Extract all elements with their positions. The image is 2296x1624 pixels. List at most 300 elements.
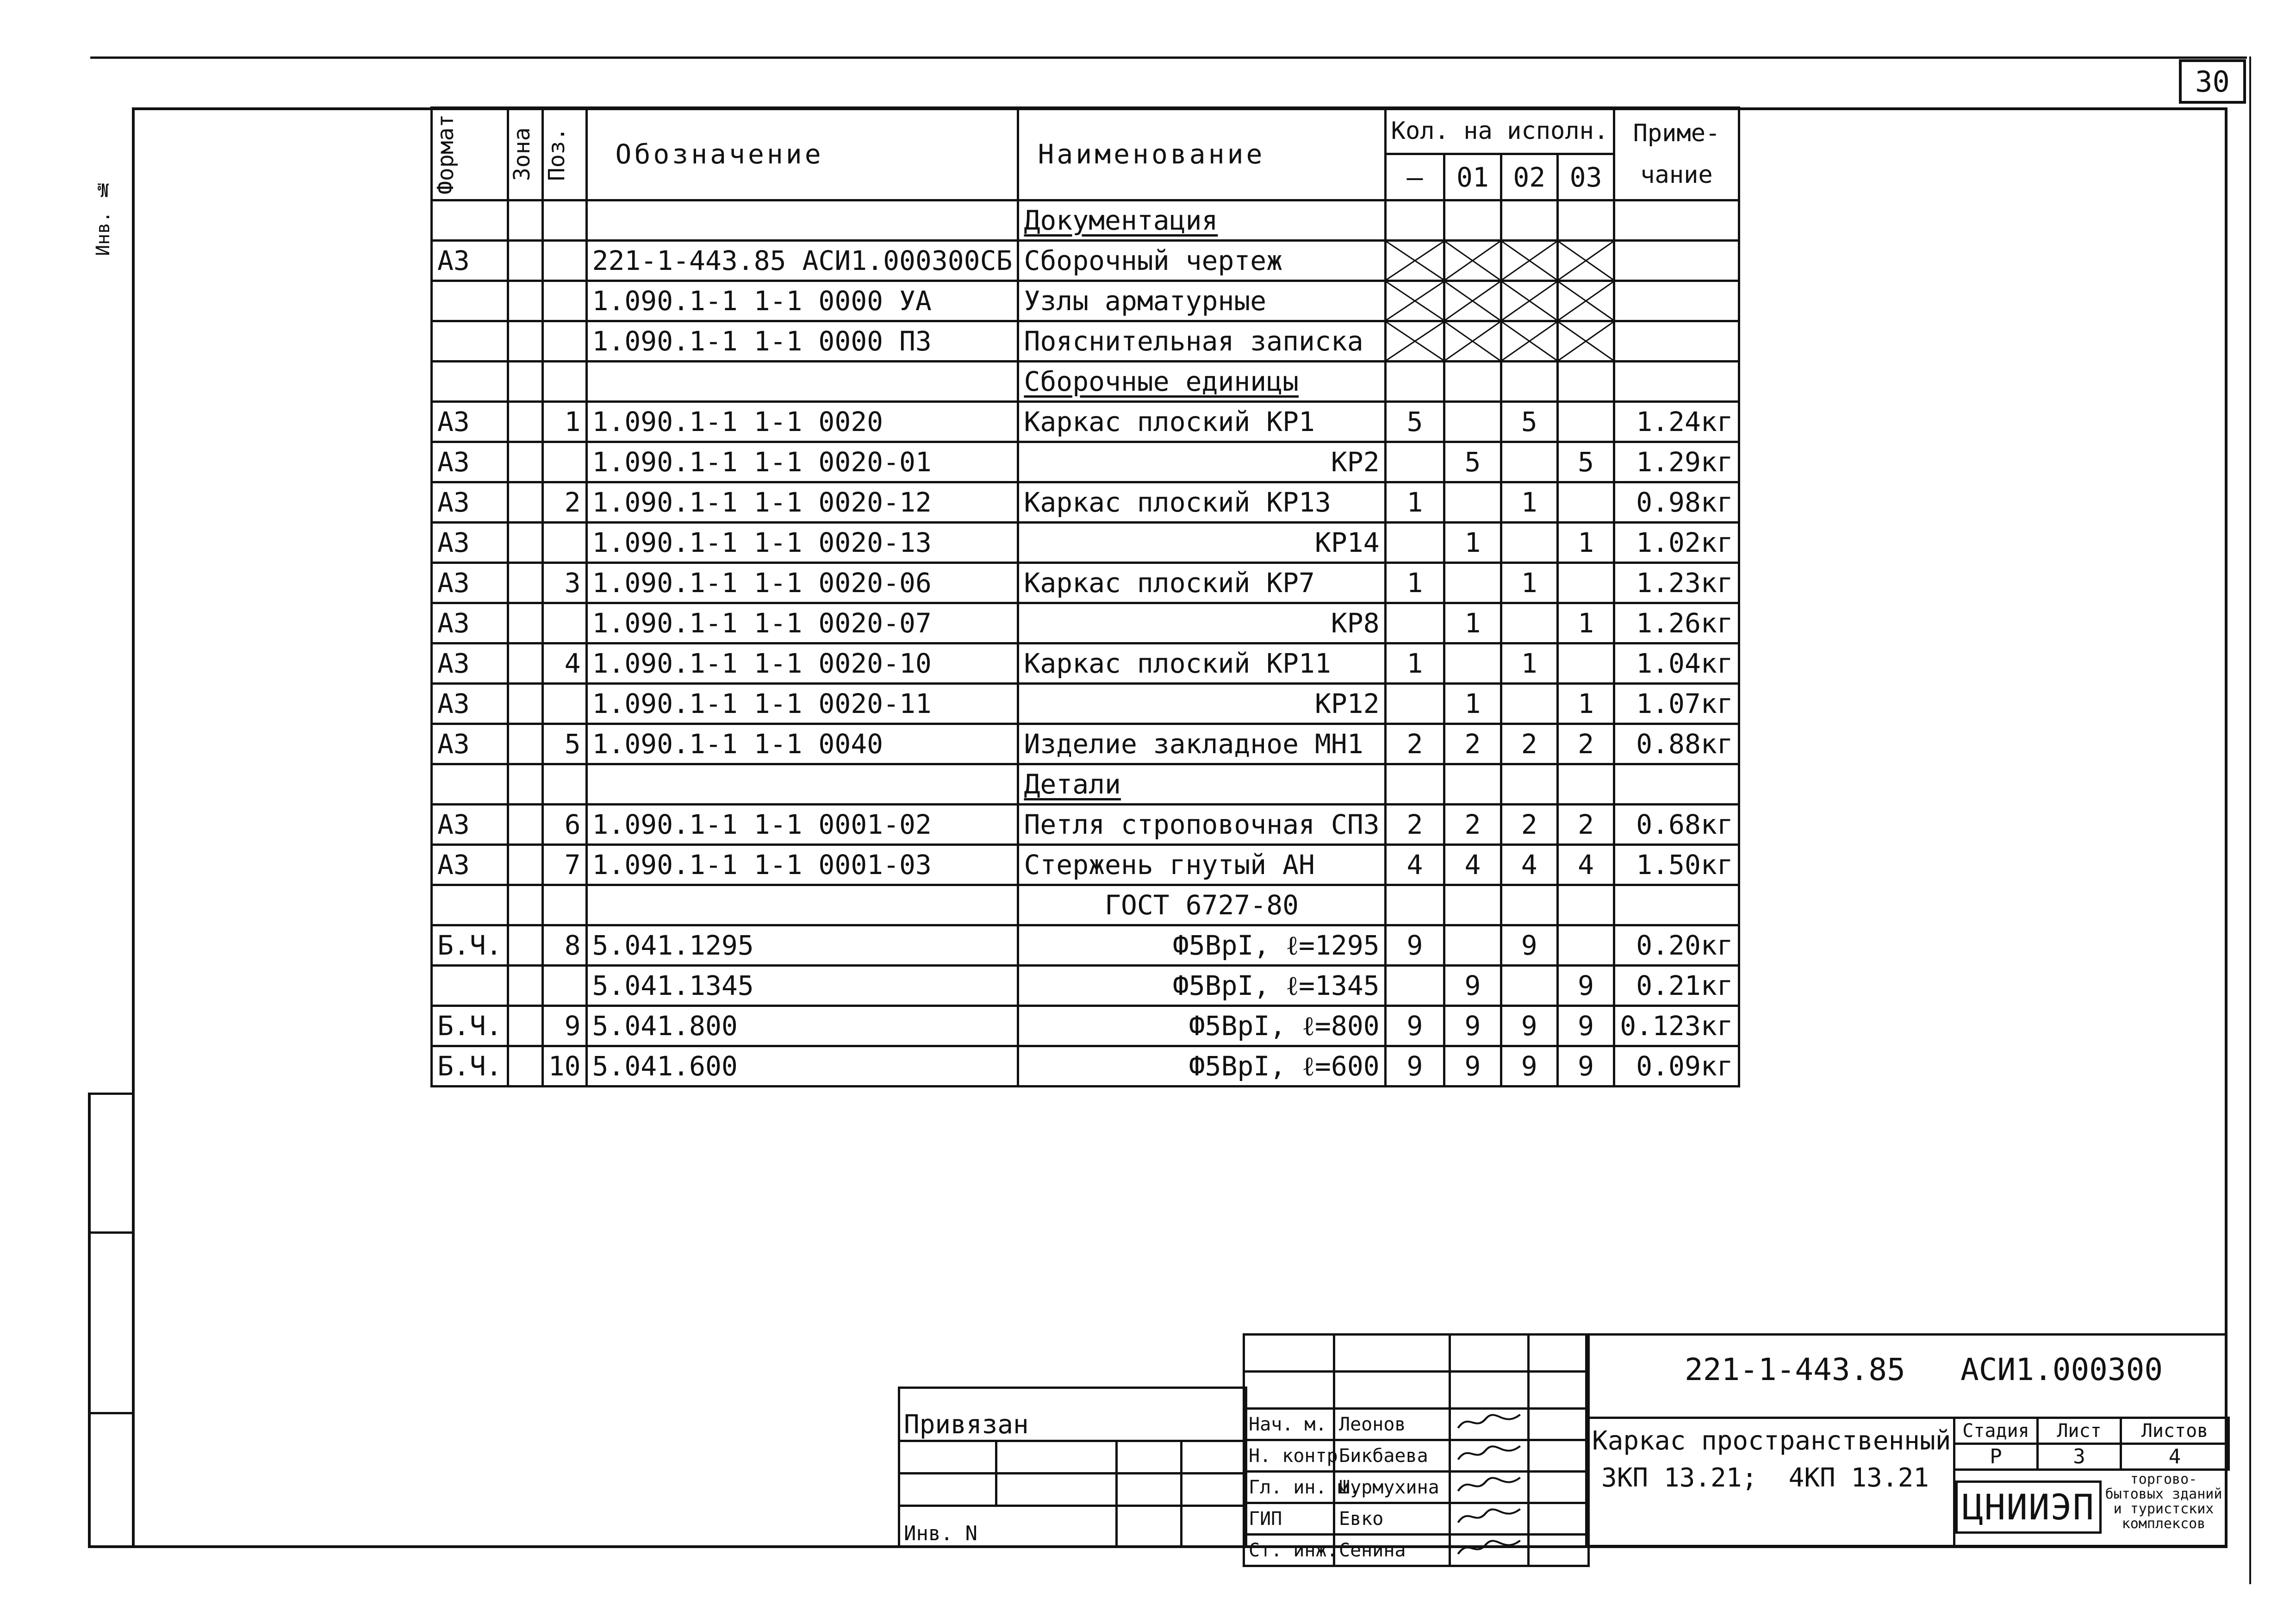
name-cell: Каркас плоский КР7 [1018,563,1385,603]
name-cell: Каркас плоский КР13 [1018,482,1385,523]
header-qty: Кол. на исполн. [1385,108,1614,154]
qty-cell: 9 [1557,966,1614,1006]
crossed-cell [1385,321,1444,362]
signature-row [1244,1409,1589,1440]
crossed-cell [1557,241,1614,281]
qty-cell [1444,885,1501,925]
role-cell: ГИП [1244,1503,1334,1535]
header-qty-col: 03 [1557,154,1614,200]
pos-cell: 10 [542,1046,586,1087]
privyazan-block [898,1387,1247,1548]
qty-cell [1501,442,1557,482]
qty-cell: 1 [1444,684,1501,724]
designation-cell: 5.041.1295 [586,925,1018,966]
zone-cell [508,603,542,643]
qty-cell: 1 [1444,603,1501,643]
qty-cell [1501,684,1557,724]
qty-cell [1444,362,1501,402]
qty-cell: 4 [1385,845,1444,885]
section-title [1018,362,1385,402]
spec-row [432,724,1739,764]
date-cell [1529,1440,1589,1472]
person-name: Сенина [1334,1535,1450,1566]
margin-strip-h2 [88,1231,132,1234]
designation-cell: 1.090.1-1 1-1 0001-03 [586,845,1018,885]
pos-cell [542,200,586,241]
note-cell: 1.23кг [1614,563,1739,603]
pos-cell [542,281,586,321]
spec-row [432,563,1739,603]
date-cell [1529,1535,1589,1566]
designation-cell: 1.090.1-1 1-1 0020-07 [586,603,1018,643]
zone-cell [508,845,542,885]
pos-cell [542,241,586,281]
qty-cell: 9 [1501,1006,1557,1046]
spec-row [432,281,1739,321]
format-cell [432,321,508,362]
spec-header-row [432,108,1739,154]
zone-cell [508,684,542,724]
format-cell [432,200,508,241]
crossed-cell [1444,321,1501,362]
format-cell: А3 [432,603,508,643]
format-cell: А3 [432,563,508,603]
name-cell: Ф5ВрI, ℓ=600 [1018,1046,1385,1087]
qty-cell [1557,563,1614,603]
pos-cell: 6 [542,805,586,845]
note-cell: 1.50кг [1614,845,1739,885]
spec-row [432,925,1739,966]
signature-mark [1450,1472,1529,1503]
designation-cell: 1.090.1-1 1-1 0020-13 [586,523,1018,563]
format-cell: А3 [432,643,508,684]
name-cell: Ф5ВрI, ℓ=1345 [1018,966,1385,1006]
format-cell: А3 [432,845,508,885]
qty-cell [1557,362,1614,402]
qty-cell: 5 [1501,402,1557,442]
qty-cell: 1 [1385,643,1444,684]
zone-cell [508,885,542,925]
designation-cell: 1.090.1-1 1-1 0000 УА [586,281,1018,321]
qty-cell: 4 [1557,845,1614,885]
zone-cell [508,362,542,402]
format-cell [432,885,508,925]
signature-mark [1450,1409,1529,1440]
name-cell: КР14 [1018,523,1385,563]
crossed-cell [1501,281,1557,321]
qty-cell [1444,643,1501,684]
spec-row [432,764,1739,805]
note-cell [1614,241,1739,281]
qty-cell [1557,482,1614,523]
zone-cell [508,200,542,241]
format-cell: А3 [432,724,508,764]
zone-cell [508,724,542,764]
qty-cell [1385,362,1444,402]
top-rule [90,56,2247,59]
note-cell: 0.88кг [1614,724,1739,764]
zone-cell [508,321,542,362]
note-cell [1614,321,1739,362]
note-cell [1614,885,1739,925]
qty-cell: 2 [1557,805,1614,845]
name-cell: Сборочный чертеж [1018,241,1385,281]
qty-cell [1501,200,1557,241]
person-name: Бикбаева [1334,1440,1450,1472]
spec-row [432,362,1739,402]
qty-cell: 4 [1501,845,1557,885]
qty-cell: 2 [1385,724,1444,764]
zone-cell [508,805,542,845]
qty-cell: 1 [1557,523,1614,563]
pos-cell: 7 [542,845,586,885]
name-cell: Изделие закладное МН1 [1018,724,1385,764]
spec-row [432,1046,1739,1087]
pos-cell [542,362,586,402]
qty-cell: 1 [1385,563,1444,603]
note-cell [1614,200,1739,241]
format-cell: А3 [432,523,508,563]
note-cell: 1.07кг [1614,684,1739,724]
sheet-value: 3 [2038,1444,2121,1470]
qty-cell [1501,523,1557,563]
qty-cell [1501,764,1557,805]
pos-cell: 2 [542,482,586,523]
designation-cell: 1.090.1-1 1-1 0020-06 [586,563,1018,603]
date-cell [1529,1503,1589,1535]
qty-cell: 2 [1557,724,1614,764]
note-cell: 0.20кг [1614,925,1739,966]
stage-label: Стадия [1954,1418,2038,1444]
qty-cell [1385,764,1444,805]
header-zone: Зона [509,127,535,181]
header-qty-col: — [1385,154,1444,200]
org-subtitle: торгово-бытовых зданий и туристских комплексов [2105,1471,2222,1532]
name-cell: КР2 [1018,442,1385,482]
format-cell: А3 [432,402,508,442]
qty-cell: 9 [1385,925,1444,966]
stage-block [1953,1417,2230,1471]
name-cell: Ф5ВрI, ℓ=800 [1018,1006,1385,1046]
format-cell [432,362,508,402]
name-cell: КР12 [1018,684,1385,724]
spec-row [432,805,1739,845]
designation-cell: 1.090.1-1 1-1 0000 ПЗ [586,321,1018,362]
qty-cell [1385,523,1444,563]
inv-label: Инв. N [899,1506,1117,1547]
qty-cell [1501,362,1557,402]
spec-row [432,321,1739,362]
qty-cell [1444,402,1501,442]
pos-cell: 8 [542,925,586,966]
role-cell: Ст. инж. [1244,1535,1334,1566]
qty-cell: 9 [1557,1046,1614,1087]
pos-cell [542,603,586,643]
note-cell [1614,362,1739,402]
qty-cell: 1 [1444,523,1501,563]
sheets-label: Листов [2121,1418,2229,1444]
qty-cell: 9 [1557,1006,1614,1046]
title-line2: 3КП 13.21; 4КП 13.21 [1601,1463,1929,1493]
zone-cell [508,482,542,523]
qty-cell: 1 [1557,603,1614,643]
zone-cell [508,563,542,603]
qty-cell [1557,643,1614,684]
pos-cell: 3 [542,563,586,603]
qty-cell: 1 [1557,684,1614,724]
designation-cell: 1.090.1-1 1-1 0040 [586,724,1018,764]
name-cell: Пояснительная записка [1018,321,1385,362]
designation-cell [586,362,1018,402]
designation-cell: 1.090.1-1 1-1 0020-11 [586,684,1018,724]
header-note: Приме-чание [1614,108,1739,200]
qty-cell: 9 [1444,1006,1501,1046]
pos-cell [542,966,586,1006]
signature-mark [1450,1503,1529,1535]
note-cell: 1.02кг [1614,523,1739,563]
note-cell: 0.123кг [1614,1006,1739,1046]
crossed-cell [1501,321,1557,362]
qty-cell [1501,966,1557,1006]
zone-cell [508,764,542,805]
qty-cell: 1 [1501,482,1557,523]
name-cell: Ф5ВрI, ℓ=1295 [1018,925,1385,966]
pos-cell [542,321,586,362]
qty-cell [1385,442,1444,482]
designation-cell: 221-1-443.85 АСИ1.000300СБ [586,241,1018,281]
signature-mark [1450,1440,1529,1472]
note-cell: 1.04кг [1614,643,1739,684]
qty-cell: 1 [1385,482,1444,523]
format-cell [432,966,508,1006]
section-title-text: Детали [1024,768,1121,800]
section-title [1018,200,1385,241]
designation-cell: 1.090.1-1 1-1 0001-02 [586,805,1018,845]
designation-cell [586,764,1018,805]
qty-cell: 2 [1501,805,1557,845]
section-title-text: Документация [1024,205,1218,236]
crossed-cell [1385,281,1444,321]
qty-cell [1385,885,1444,925]
zone-cell [508,1046,542,1087]
header-format: Формат [433,113,459,194]
crossed-cell [1385,241,1444,281]
qty-cell: 4 [1444,845,1501,885]
pos-cell [542,885,586,925]
qty-cell [1557,764,1614,805]
spec-table [430,106,1740,1087]
crossed-cell [1557,321,1614,362]
qty-cell: 1 [1501,643,1557,684]
zone-cell [508,442,542,482]
date-cell [1529,1409,1589,1440]
signatures-block [1243,1333,1590,1567]
person-name: Шурмухина [1334,1472,1450,1503]
format-cell: А3 [432,684,508,724]
zone-cell [508,925,542,966]
name-cell: КР8 [1018,603,1385,643]
format-cell [432,281,508,321]
sheet-label: Лист [2038,1418,2121,1444]
section-title-text: Сборочные единицы [1024,366,1299,397]
signature-row [1244,1440,1589,1472]
stage-value: Р [1954,1444,2038,1470]
format-cell: Б.Ч. [432,1046,508,1087]
pos-cell: 9 [542,1006,586,1046]
spec-row [432,241,1739,281]
name-cell: Стержень гнутый АН [1018,845,1385,885]
note-cell: 0.21кг [1614,966,1739,1006]
signature-row [1244,1535,1589,1566]
sheet-number: 30 [2179,59,2246,104]
margin-strip-h3 [88,1412,132,1414]
qty-cell: 9 [1444,1046,1501,1087]
qty-cell [1557,925,1614,966]
qty-cell: 5 [1444,442,1501,482]
qty-cell: 9 [1385,1006,1444,1046]
spec-row [432,966,1739,1006]
qty-cell [1501,885,1557,925]
designation-cell: 1.090.1-1 1-1 0020-10 [586,643,1018,684]
header-name: Наименование [1018,108,1385,200]
pos-cell: 5 [542,724,586,764]
name-cell: Петля строповочная СП3 [1018,805,1385,845]
qty-cell: 9 [1444,966,1501,1006]
spec-row [432,402,1739,442]
spec-row [432,523,1739,563]
note-cell: 0.98кг [1614,482,1739,523]
header-qty-col: 01 [1444,154,1501,200]
crossed-cell [1501,241,1557,281]
outer-right-tick [2249,56,2251,1584]
spec-row [432,482,1739,523]
person-name: Евко [1334,1503,1450,1535]
margin-note: Инв. № [93,179,114,256]
designation-cell: 5.041.800 [586,1006,1018,1046]
zone-cell [508,643,542,684]
name-cell: ГОСТ 6727-80 [1018,885,1385,925]
qty-cell [1385,684,1444,724]
format-cell: А3 [432,482,508,523]
note-cell: 1.26кг [1614,603,1739,643]
pos-cell [542,523,586,563]
qty-cell [1444,925,1501,966]
qty-cell [1444,200,1501,241]
margin-strip-h1 [88,1093,132,1095]
format-cell: Б.Ч. [432,1006,508,1046]
zone-cell [508,1006,542,1046]
zone-cell [508,402,542,442]
format-cell: А3 [432,805,508,845]
person-name: Леонов [1334,1409,1450,1440]
qty-cell [1501,603,1557,643]
qty-cell [1444,563,1501,603]
signature-row [1244,1503,1589,1535]
designation-cell [586,200,1018,241]
title-line1: Каркас пространственный [1592,1426,1951,1456]
crossed-cell [1557,281,1614,321]
qty-cell: 2 [1385,805,1444,845]
format-cell: А3 [432,241,508,281]
signature-row [1244,1472,1589,1503]
note-cell [1614,281,1739,321]
format-cell: А3 [432,442,508,482]
sheets-value: 4 [2121,1444,2229,1470]
qty-cell [1444,482,1501,523]
format-cell: Б.Ч. [432,925,508,966]
frame-left [132,107,135,1547]
header-qty-col: 02 [1501,154,1557,200]
qty-cell [1385,603,1444,643]
qty-cell: 9 [1501,1046,1557,1087]
pos-cell [542,684,586,724]
date-cell [1529,1472,1589,1503]
qty-cell [1444,764,1501,805]
format-cell [432,764,508,805]
designation-cell: 1.090.1-1 1-1 0020 [586,402,1018,442]
qty-cell [1557,200,1614,241]
role-cell: Нач. м. [1244,1409,1334,1440]
qty-cell: 5 [1557,442,1614,482]
qty-cell [1557,885,1614,925]
spec-row [432,442,1739,482]
spec-row [432,845,1739,885]
qty-cell [1385,200,1444,241]
spec-row [432,643,1739,684]
note-cell [1614,764,1739,805]
qty-cell: 9 [1501,925,1557,966]
qty-cell: 2 [1501,724,1557,764]
pos-cell [542,764,586,805]
spec-row [432,885,1739,925]
zone-cell [508,281,542,321]
pos-cell: 1 [542,402,586,442]
section-title [1018,764,1385,805]
note-cell: 0.09кг [1614,1046,1739,1087]
spec-row [432,1006,1739,1046]
margin-strip-left [88,1093,91,1546]
header-pos: Поз. [543,127,570,181]
pos-cell: 4 [542,643,586,684]
zone-cell [508,966,542,1006]
qty-cell: 1 [1501,563,1557,603]
designation-cell [586,885,1018,925]
org-logo [1957,1472,2100,1542]
crossed-cell [1444,241,1501,281]
qty-cell: 9 [1385,1046,1444,1087]
designation-cell: 5.041.1345 [586,966,1018,1006]
name-cell: Каркас плоский КР1 [1018,402,1385,442]
pos-cell [542,442,586,482]
note-cell: 1.29кг [1614,442,1739,482]
note-cell: 1.24кг [1614,402,1739,442]
org-name: ЦНИИЭП [1955,1480,2102,1534]
note-cell: 0.68кг [1614,805,1739,845]
designation-cell: 5.041.600 [586,1046,1018,1087]
spec-row [432,200,1739,241]
qty-cell [1557,402,1614,442]
role-cell: Н. контр [1244,1440,1334,1472]
name-cell: Узлы арматурные [1018,281,1385,321]
zone-cell [508,523,542,563]
qty-cell: 2 [1444,805,1501,845]
doc-code: 221-1-443.85 АСИ1.000300 [1685,1352,2163,1387]
zone-cell [508,241,542,281]
spec-row [432,684,1739,724]
designation-cell: 1.090.1-1 1-1 0020-12 [586,482,1018,523]
designation-cell: 1.090.1-1 1-1 0020-01 [586,442,1018,482]
role-cell: Гл. ин. м. [1244,1472,1334,1503]
